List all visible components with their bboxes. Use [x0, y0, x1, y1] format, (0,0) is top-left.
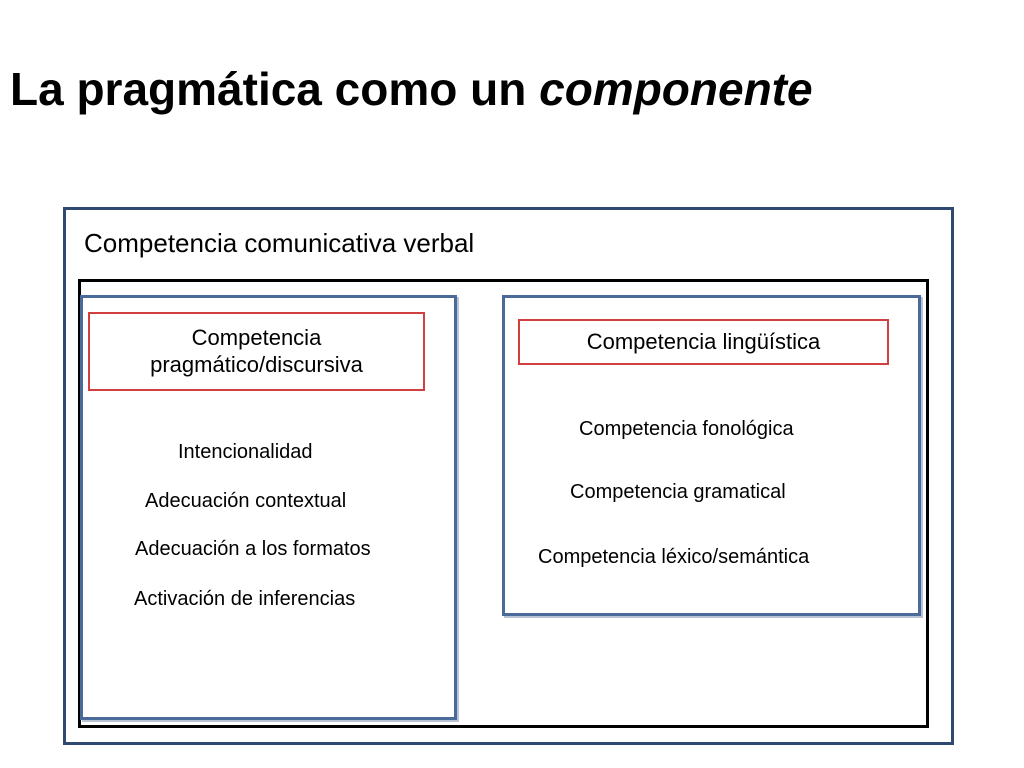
pragmatic-item-adecuacion-formatos: Adecuación a los formatos: [135, 538, 371, 560]
linguistic-item-lexico-semantica: Competencia léxico/semántica: [538, 546, 810, 568]
pragmatic-header: [88, 312, 425, 391]
linguistic-item-gramatical: Competencia gramatical: [570, 481, 786, 503]
slide-title-main: La pragmática como un: [10, 63, 540, 115]
linguistic-header-label: Competencia lingüística: [586, 328, 821, 354]
pragmatic-item-activacion-inferencias: Activación de inferencias: [134, 588, 356, 610]
outer-frame-label: Competencia comunicativa verbal: [84, 228, 475, 258]
slide-title: [10, 63, 813, 115]
pragmatic-item-intencionalidad: Intencionalidad: [178, 441, 313, 463]
slide-title-emphasis: componente: [539, 63, 813, 115]
linguistic-item-fonologica: Competencia fonológica: [579, 418, 794, 440]
pragmatic-header-label: Competencia pragmático/discursiva: [150, 325, 363, 377]
pragmatic-item-adecuacion-contextual: Adecuación contextual: [145, 490, 347, 512]
linguistic-header: [518, 319, 889, 365]
